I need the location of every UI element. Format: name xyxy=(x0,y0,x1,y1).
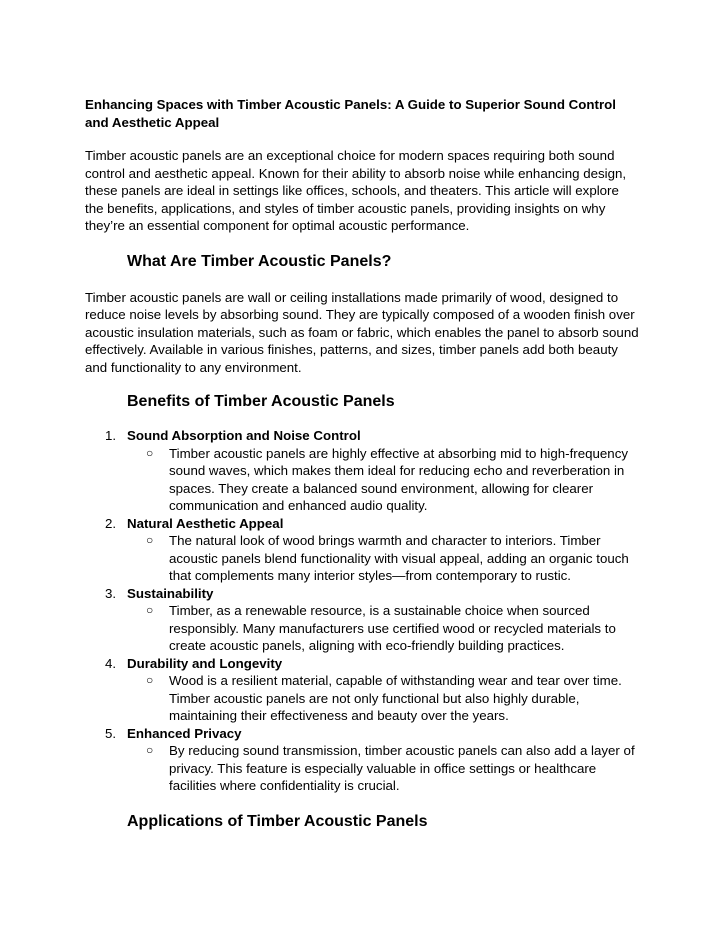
hollow-bullet-icon: ○ xyxy=(146,603,154,617)
benefit-text: Timber acoustic panels are highly effective at absorbing mid to high-frequency sound waves, which makes them ideal for reducing echo and reverberation in spaces. They create a balanced sound environment, allowing for clearer communication and enhanced audio quality. xyxy=(169,445,628,513)
benefits-list xyxy=(85,427,640,795)
intro-paragraph: Timber acoustic panels are an exceptional choice for modern spaces requiring both sound control and aesthetic appeal. Known for their ability to absorb noise while enhancing design, these panels are ideal in settings like offices, schools, and theaters. This article will explore the benefits, applications, and styles of timber acoustic panels, providing insights on why they’re an essential component for optimal acoustic performance. xyxy=(85,148,627,233)
benefit-title: Durability and Longevity xyxy=(127,655,283,671)
hollow-bullet-icon: ○ xyxy=(146,673,154,687)
document-title: Enhancing Spaces with Timber Acoustic Panels: A Guide to Superior Sound Control and Aesthetic Appeal xyxy=(85,97,616,130)
benefit-title: Sound Absorption and Noise Control xyxy=(127,428,361,443)
list-number: 2. xyxy=(105,515,117,531)
list-number: 3. xyxy=(105,585,117,601)
benefit-description xyxy=(127,742,640,795)
benefit-text: Wood is a resilient material, capable of withstanding wear and tear over time. Timber acoustic panels are not only functional but also highly durable, maintaining their effectiveness and beauty over the years. xyxy=(169,673,622,723)
benefit-item xyxy=(85,585,640,655)
benefit-text: The natural look of wood brings warmth and character to interiors. Timber acoustic panels blend functionality with visual appeal, adding an organic touch that complements many interior styles—from contemporary to rustic. xyxy=(169,533,629,583)
benefit-item xyxy=(85,655,640,725)
benefit-description xyxy=(127,672,640,725)
heading-applications: Applications of Timber Acoustic Panels xyxy=(127,812,428,830)
list-number: 5. xyxy=(105,725,117,741)
benefit-title: Enhanced Privacy xyxy=(127,725,242,741)
benefit-text: Timber, as a renewable resource, is a sustainable choice when sourced responsibly. Many manufacturers use certified wood or recycled materials to create acoustic panels, aligning with eco-friendly building practices. xyxy=(169,603,616,653)
hollow-bullet-icon: ○ xyxy=(146,445,154,460)
benefit-description xyxy=(127,602,640,655)
benefit-description xyxy=(127,445,640,515)
document-page xyxy=(85,96,640,832)
what-are-panels-paragraph: Timber acoustic panels are wall or ceiling installations made primarily of wood, designed to reduce noise levels by absorbing sound. They are typically composed of a wooden finish over acoustic insulation materials, such as foam or fabric, which enables the panel to absorb sound effectively. Available in various finishes, patterns, and sizes, timber panels add both beauty and functionality to any environment. xyxy=(85,289,639,375)
benefit-title: Sustainability xyxy=(127,585,214,601)
benefit-title: Natural Aesthetic Appeal xyxy=(127,515,284,531)
list-number: 1. xyxy=(105,428,117,443)
heading-what-are-panels: What Are Timber Acoustic Panels? xyxy=(127,252,392,270)
benefit-item xyxy=(85,725,640,795)
list-number: 4. xyxy=(105,655,117,671)
benefit-item xyxy=(85,515,640,585)
heading-benefits: Benefits of Timber Acoustic Panels xyxy=(127,393,395,410)
hollow-bullet-icon: ○ xyxy=(146,533,154,547)
benefit-item xyxy=(85,427,640,515)
benefit-text: By reducing sound transmission, timber acoustic panels can also add a layer of privacy. This feature is especially valuable in office settings or healthcare facilities where confidentiality is crucial. xyxy=(169,743,635,793)
benefit-description xyxy=(127,532,640,585)
hollow-bullet-icon: ○ xyxy=(146,743,154,757)
